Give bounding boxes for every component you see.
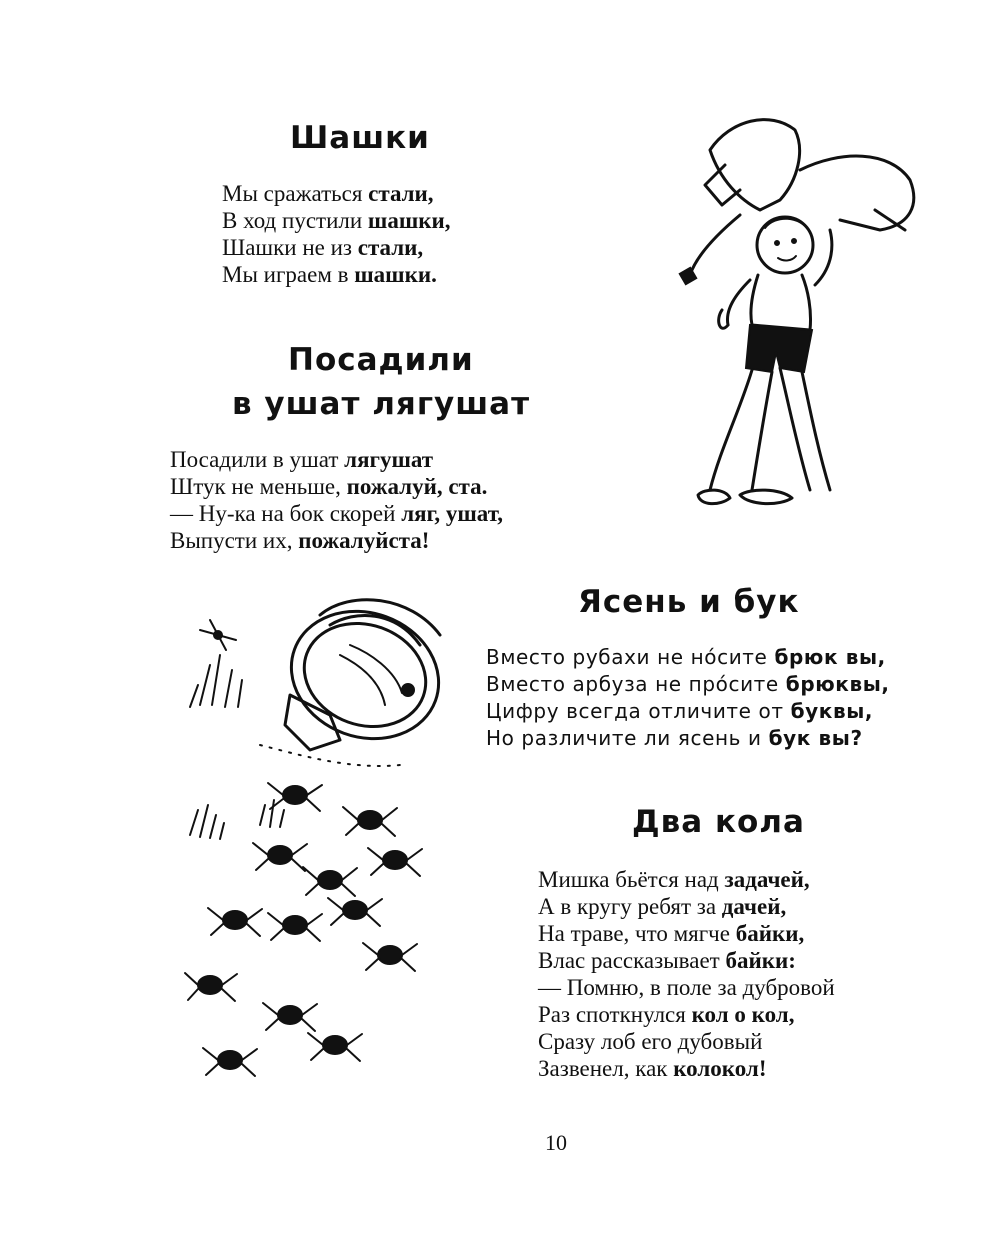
verse-line: На траве, что мягче байки, [538,921,805,946]
verse-line: Зазвенел, как колокол! [538,1056,767,1081]
poem-title-lyagushat-line2: в ушат лягушат [232,386,531,422]
verse-line: Мишка бьётся над задачей, [538,867,810,892]
page-number: 10 [545,1130,567,1155]
verse-line: Раз споткнулся кол о кол, [538,1002,795,1027]
frog-icon [208,908,262,936]
verse-line: Посадили в ушат лягушат [170,447,434,472]
poem-title-yasen-i-buk: Ясень и бук [578,584,800,620]
frog-icon [328,898,382,926]
verse-line: Вместо арбуза не про́сите брюквы, [486,672,890,696]
frog-icon [203,1048,257,1076]
poem-verse-yasen-i-buk [486,644,890,752]
verse-line: — Ну-ка на бок скорей ляг, ушат, [170,501,504,526]
verse-line: Влас рассказывает байки: [538,948,796,973]
poem-verse-dva-kola [538,866,835,1082]
verse-line: Шашки не из стали, [222,235,424,260]
verse-line: Штук не меньше, пожалуй, ста. [170,474,488,499]
poem-title-lyagushat-line1: Посадили [288,342,474,378]
frog-icon [363,943,417,971]
frog-icon [368,848,422,876]
poem-verse-lyagushat [170,446,503,554]
frog-icon [268,913,322,941]
verse-line: Сразу лоб его дубовый [538,1029,763,1054]
frog-icon [185,973,237,1001]
frog-icon [303,867,357,896]
verse-line: Мы сражаться стали, [222,181,434,206]
frog-icon [268,783,322,811]
verse-line: А в кругу ребят за дачей, [538,894,787,919]
frog-icon [263,1003,317,1031]
boy-with-shirt-illustration [680,110,940,520]
verse-line: Мы играем в шашки. [222,262,437,287]
tub-and-frogs-illustration [180,595,470,1085]
verse-line: Выпусти их, пожалуйста! [170,528,430,553]
verse-line: — Помню, в поле за дубровой [538,975,835,1000]
verse-line: В ход пустили шашки, [222,208,451,233]
poem-title-shashki: Шашки [290,120,430,156]
verse-line: Но различите ли ясень и бук вы? [486,726,863,750]
verse-line: Вместо рубахи не но́сите брюк вы, [486,645,886,669]
poem-title-dva-kola: Два кола [632,804,805,840]
frog-icon [308,1033,362,1061]
poem-verse-shashki [222,180,451,288]
frog-icon [253,843,307,871]
frog-icon [343,807,397,836]
verse-line: Цифру всегда отличите от буквы, [486,699,874,723]
